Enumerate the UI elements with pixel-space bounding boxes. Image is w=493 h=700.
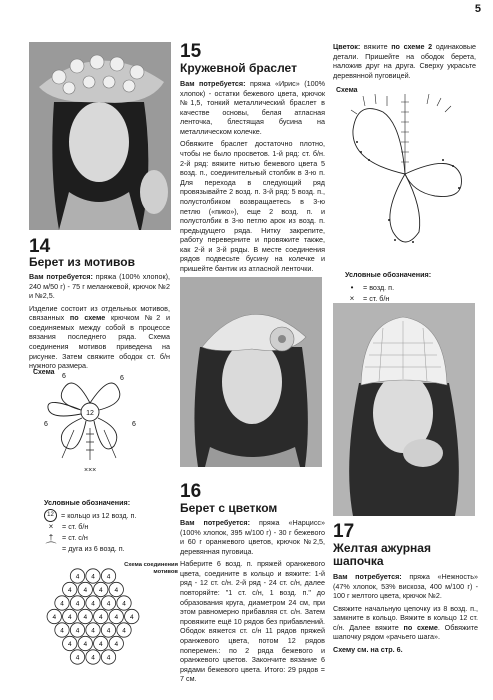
motif-circle <box>47 609 61 623</box>
item-15-title: Кружевной браслет <box>180 61 297 75</box>
motif-circle <box>101 650 115 664</box>
motif-circle <box>86 623 100 637</box>
svg-text:4: 4 <box>114 613 119 621</box>
scheme-label-flower: Схема <box>336 87 358 94</box>
item-17-text: Вам потребуется: пряжа «Нежность» (47% хлопок, 53% вискоза, 400 м/100 г) - 100 г желтого цвета, крючок №2. Свяжите начальную цепочку из 8 возд. п., замкните в кольцо. Вяжите в кольцо 12 ст. с/н. Далее вяжите по схеме. Обвяжите шапочку рядом «рачьего шага». Схему см. на стр. 6. <box>333 572 478 655</box>
motif-circle <box>63 582 77 596</box>
motif-circle <box>109 582 123 596</box>
svg-text:4: 4 <box>122 627 126 635</box>
svg-text:6: 6 <box>62 373 66 380</box>
motif-circle <box>78 609 92 623</box>
item-15-number: 15 <box>180 41 202 62</box>
woman-portrait-image-2 <box>180 277 322 467</box>
motif-circle <box>70 569 84 583</box>
svg-text:4: 4 <box>75 600 80 608</box>
motif-circle <box>86 569 100 583</box>
svg-text:4: 4 <box>67 586 72 594</box>
svg-text:×××: ××× <box>84 467 97 474</box>
svg-text:4: 4 <box>98 640 103 648</box>
legend-14: Условные обозначения: 12 = кольцо из 12 возд. п. × = ст. б/н † = ст. с/н ⌒ = дуга из 6 возд. п. <box>44 498 137 554</box>
motif-circle <box>63 636 77 650</box>
motif-circle <box>101 569 115 583</box>
svg-text:6: 6 <box>120 375 124 382</box>
motif-circle <box>78 636 92 650</box>
svg-text:4: 4 <box>91 627 95 635</box>
svg-text:4: 4 <box>114 586 119 594</box>
photo-beret-motifs <box>29 42 171 230</box>
motif-circle <box>70 596 84 610</box>
svg-text:4: 4 <box>91 600 95 608</box>
motif-scheme-diagram <box>44 368 152 480</box>
motif-circle <box>125 609 139 623</box>
page-number: 5 <box>474 3 481 15</box>
svg-text:4: 4 <box>106 627 111 635</box>
svg-text:4: 4 <box>60 627 64 635</box>
woman-portrait-image <box>29 42 171 230</box>
item-16-title: Берет с цветком <box>180 501 278 515</box>
svg-text:4: 4 <box>67 613 72 621</box>
motif-circle <box>70 650 84 664</box>
motif-circle <box>63 609 77 623</box>
motif-circle <box>117 623 131 637</box>
flower-scheme-diagram <box>343 92 473 260</box>
motif-circle <box>70 623 84 637</box>
motif-circle <box>55 596 69 610</box>
motif-circle <box>94 609 108 623</box>
svg-text:4: 4 <box>114 640 119 648</box>
svg-text:4: 4 <box>91 573 95 581</box>
svg-text:4: 4 <box>98 613 103 621</box>
item-16-number: 16 <box>180 481 202 502</box>
svg-text:4: 4 <box>75 573 80 581</box>
motif-circle <box>109 636 123 650</box>
item-14-title: Берет из мотивов <box>29 255 135 269</box>
join-scheme-diagram <box>38 564 148 690</box>
svg-text:4: 4 <box>67 640 72 648</box>
svg-text:4: 4 <box>75 654 80 662</box>
motif-circle <box>101 623 115 637</box>
svg-text:4: 4 <box>106 573 111 581</box>
svg-text:4: 4 <box>129 613 134 621</box>
woman-portrait-image-3 <box>333 303 475 516</box>
motif-circle <box>117 596 131 610</box>
svg-text:12: 12 <box>86 410 94 417</box>
motif-circle <box>94 582 108 596</box>
motif-circle <box>55 623 69 637</box>
photo-beret-flower <box>180 277 322 467</box>
item-17-number: 17 <box>333 521 355 542</box>
motif-circle <box>86 650 100 664</box>
motif-circle <box>94 636 108 650</box>
svg-text:4: 4 <box>91 654 95 662</box>
item-14-text: Вам потребуется: пряжа (100% хлопок), 240 м/50 г) - 75 г меланжевой, крючок №2 и №2,5. Изделие состоит из отдельных мотивов, связанных по схеме крючком №2 и соединяемых между собой в процессе вязания последнего ряда. Схема соединения мотивов приведена на рисунке. Затем свяжите ободок ст. б/н нужного размера. <box>29 272 171 371</box>
join-scheme-label: Схема соединения мотивов <box>124 562 178 575</box>
item-16-text: Вам потребуется: пряжа «Нарцисс» (100% хлопок, 395 м/100 г) - 30 г бежевого и 60 г оранжевого цветов, крючок №2,5, деревянная пуговица. Наберите 6 возд. п. пряжей оранжевого цвета, соедините в кольцо и вяжите: 1-й ряд - 12 ст. с/н. 2-й ряд - 24 ст. с/н, далее повторяйте: "1 ст. с/н, 1 возд. п." до образования круга, диаметром 24 см, при этом равномерно прибавляя ст. с/н. Затем провяжите ещё 10 рядов без прибавлений. Ободок вяжется ст. с/н 11 рядов пряжей оранжевого цвета, потом 12 рядов поперемен.: по 2 ряда бежевого и оранжевого цветов. Закончите вязание 6 рядами бежевого цвета. Итого: 29 рядов = 7 см. <box>180 518 326 684</box>
svg-text:4: 4 <box>106 600 111 608</box>
motif-circle <box>109 609 123 623</box>
flower-text: Цветок: вяжите по схеме 2 одинаковые детали. Пришейте на ободок берета, наложив друг на друга. Сверху украсьте деревянной пуговицей. <box>333 42 477 80</box>
svg-text:4: 4 <box>83 640 88 648</box>
svg-text:4: 4 <box>98 586 103 594</box>
scheme-label-14: Схема <box>33 369 55 376</box>
svg-text:6: 6 <box>44 421 48 428</box>
svg-text:4: 4 <box>83 586 88 594</box>
svg-text:4: 4 <box>52 613 57 621</box>
svg-text:6: 6 <box>132 421 136 428</box>
motif-circle <box>101 596 115 610</box>
item-17-title: Желтая ажурная шапочка <box>333 541 431 569</box>
svg-text:4: 4 <box>83 613 88 621</box>
motif-circle <box>78 582 92 596</box>
svg-text:4: 4 <box>60 600 64 608</box>
svg-text:4: 4 <box>75 627 80 635</box>
photo-openwork-hat <box>333 303 475 516</box>
svg-text:4: 4 <box>106 654 111 662</box>
item-15-text: Вам потребуется: пряжа «Ирис» (100% хлопок) - остатки бежевого цвета, крючок №1,5, тонкий металлический браслет в качестве основы, белая атласная ленточка, блестящая бусина на металлическом колечке. Обвяжите браслет достаточно плотно, чтобы не было просветов. 1-й ряд: ст. б/н. 2-й ряд: вяжите нитью бежевого цвета 5 возд. п., соединительный столбик в 3-ю п. Для перехода в следующий ряд провязывайте 2 возд. п. 3-й ряд: 5 возд. п., полустолбиком возвращаетесь в 3-ю петлю («пико»), еще 2 возд. п. и полустолбик в 3-ю петлю арок из возд. п. предыдущего ряда. Нитку закрепите, работу переверните и провяжите также, как 2-й и 3-й ряды. В месте соединения рядов подвесьте бусину на колечке и пришейте бантик из атласной ленточки. <box>180 79 325 273</box>
legend-flower: Условные обозначения: • = возд. п. × = ст. б/н <box>345 270 432 303</box>
svg-text:4: 4 <box>122 600 126 608</box>
item-14-number: 14 <box>29 236 51 257</box>
motif-circle <box>86 596 100 610</box>
